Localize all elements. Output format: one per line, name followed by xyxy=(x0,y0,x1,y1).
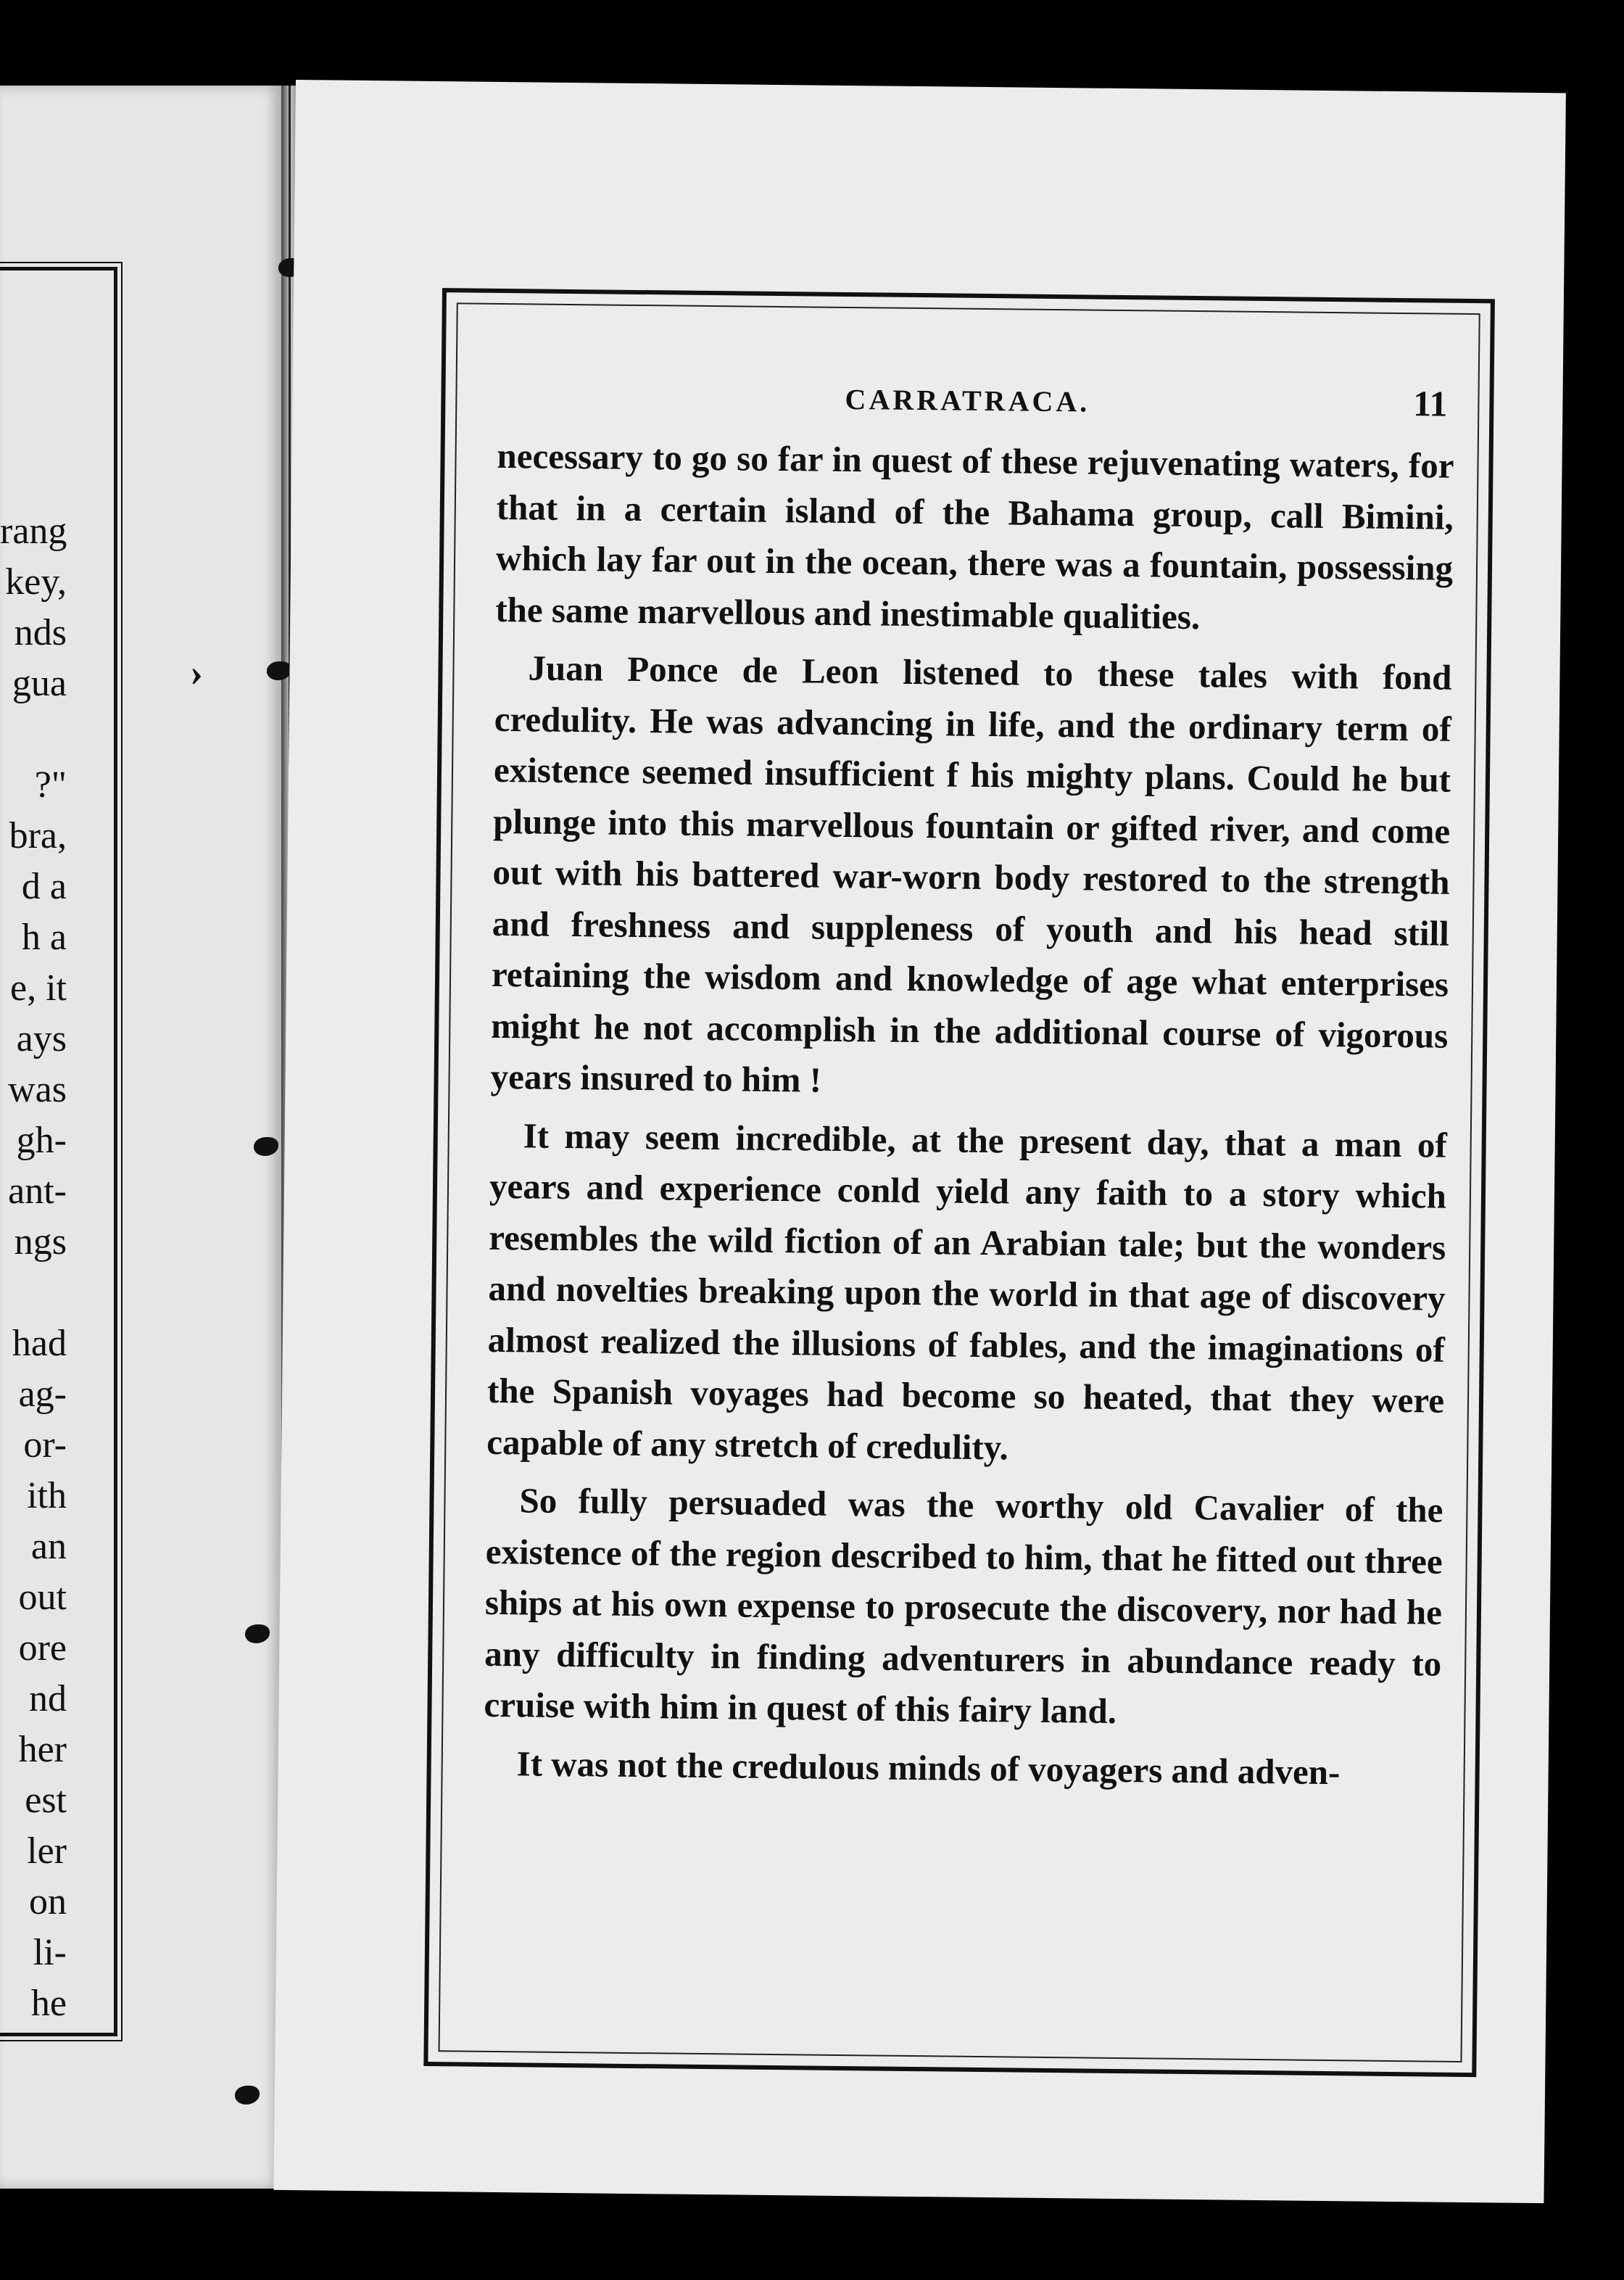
paragraph: It may seem incredible, at the present day, that a man of years and experience conld yield any faith to a story which resembles the wild fiction of an Arabian tale; but the wonders and novelties breaking upon the world in that age of discovery almost realized the illusions of fables, and the imaginations of the Spanish voyages had become so heated, that they were capable of any stretch of credulity. xyxy=(486,1115,1447,1467)
facing-page-line: had xyxy=(12,1323,67,1364)
facing-page-line: ngs xyxy=(14,1221,67,1263)
facing-page-line: rang xyxy=(0,511,67,552)
facing-page-line: ith xyxy=(27,1475,67,1516)
facing-page-line: ays xyxy=(16,1018,67,1060)
paragraph: Juan Ponce de Leon listened to these tales with fond credulity. He was advancing in life, and the ordinary term of existence seemed insufficient f his mighty plans. Could he but plunge into this marvellous fountain or gifted river, and come out with his battered war-worn body restored to the strength and freshness and suppleness of youth and his head still retaining the wisdom and knowledge of age what enterprises might he not accomplish in the additional course of vigorous years insured to him ! xyxy=(490,648,1452,1100)
facing-page-line: on xyxy=(29,1881,67,1922)
facing-page-line: gh- xyxy=(16,1120,67,1161)
facing-page-line: key, xyxy=(5,561,67,603)
running-title: CARRATRACA. xyxy=(845,382,1090,418)
facing-page-line: est xyxy=(25,1780,67,1821)
facing-page-line: nd xyxy=(29,1678,67,1719)
page-border xyxy=(423,288,1495,2077)
facing-page-text-fragments xyxy=(0,506,67,2029)
facing-page-line: an xyxy=(30,1526,67,1567)
facing-page-line xyxy=(0,1268,67,1318)
facing-page-line: or- xyxy=(23,1424,67,1466)
facing-page-line: d a xyxy=(21,866,67,907)
paragraph: It was not the credulous minds of voyagers and adven- xyxy=(516,1743,1341,1792)
facing-page-line: ore xyxy=(18,1627,67,1669)
facing-page-line xyxy=(0,709,67,760)
facing-page-line: li- xyxy=(33,1932,67,1973)
facing-page-line: ag- xyxy=(18,1374,67,1415)
facing-page-line: ?" xyxy=(34,764,67,806)
facing-page-line: he xyxy=(30,1983,67,2024)
paragraph: necessary to go so far in quest of these rejuvenating waters, for that in a certain island of the Bahama group, call Bimini, which lay far out in the ocean, there was a fountain, possessing the same marvellous and inestimable qualities. xyxy=(495,435,1454,637)
facing-page-line: nds xyxy=(14,612,67,653)
facing-page xyxy=(0,86,281,2189)
facing-page-line: her xyxy=(18,1729,67,1770)
body-text xyxy=(483,431,1454,1806)
facing-page-line: bra, xyxy=(9,815,67,856)
facing-page-line: gua xyxy=(12,663,67,704)
paragraph: So fully persuaded was the worthy old Cavalier of the existence of the region described to him, that he fitted out three ships at his own expense to prosecute the discovery, nor had he any difficulty in finding adventurers in abundance ready to cruise with him in quest of this fairy land. xyxy=(484,1480,1443,1731)
facing-page-line: ler xyxy=(27,1830,67,1872)
facing-page-line: ant- xyxy=(8,1170,67,1212)
left-arrow-mark: › xyxy=(190,650,203,694)
facing-page-line: out xyxy=(18,1577,67,1618)
book-page xyxy=(274,80,1566,2203)
facing-page-line: h a xyxy=(21,917,67,958)
facing-page-line: was xyxy=(8,1069,67,1110)
facing-page-line: e, it xyxy=(10,967,67,1009)
page-number: 11 xyxy=(1412,383,1448,424)
